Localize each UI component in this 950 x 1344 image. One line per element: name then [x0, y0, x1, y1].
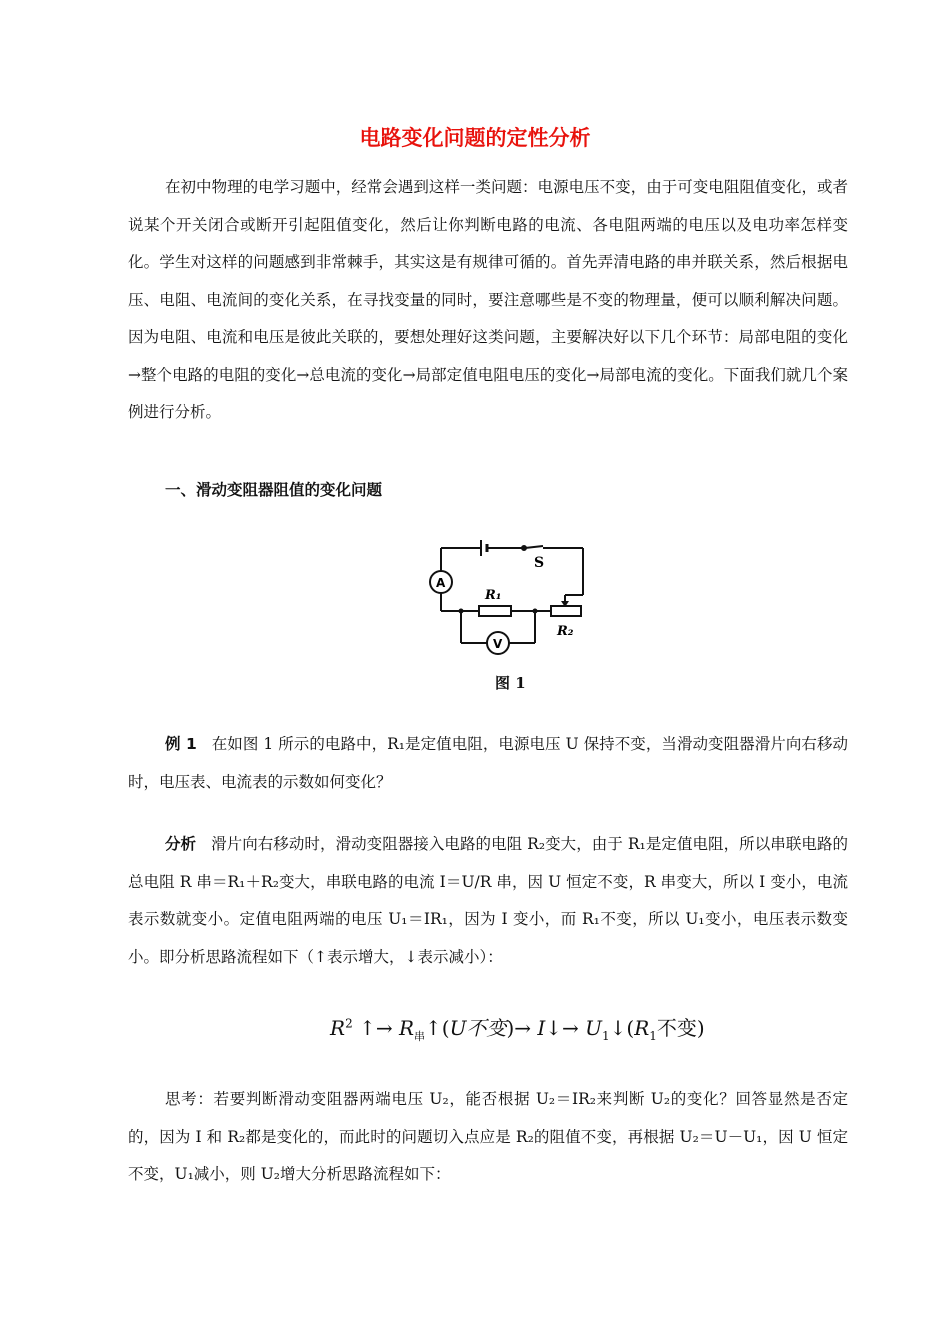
- example-paragraph: [128, 726, 848, 801]
- example-text: 在如图 1 所示的电路中，R₁是定值电阻，电源电压 U 保持不变，当滑动变阻器滑片向右移动时，电压表、电流表的示数如何变化？: [128, 735, 848, 791]
- r1-label: R₁: [485, 588, 502, 603]
- formula-r1-const: 不变: [656, 1016, 697, 1040]
- analysis-paragraph: [128, 826, 848, 976]
- formula-i: I: [537, 1016, 546, 1040]
- switch-blade: [525, 546, 543, 548]
- formula-r1: R: [634, 1016, 650, 1040]
- analysis-label: 分析: [165, 835, 197, 853]
- formula-r1-sub: 1: [649, 1029, 657, 1043]
- formula-chuan: 串: [414, 1030, 425, 1043]
- formula-r-chuan: R: [398, 1016, 414, 1040]
- formula-flow-1: $R^2$ ↑→ $R_串↑(U$不变)→ I↓→ $U_1↓(R_1$不变): [330, 1016, 705, 1043]
- example-label: 例 1: [165, 735, 197, 753]
- formula-r: R: [330, 1016, 346, 1040]
- circuit-diagram: [425, 535, 595, 660]
- r2-body: [551, 606, 581, 616]
- formula-u-const: U不变: [449, 1016, 507, 1040]
- node-right: [533, 609, 538, 614]
- r1-body: [479, 606, 511, 616]
- analysis-text: 滑片向右移动时，滑动变阻器接入电路的电阻 R₂变大，由于 R₁是定值电阻，所以串联电路的总电阻 R 串＝R₁＋R₂变大，串联电路的电流 I＝U/R 串，因 U 恒定不变，R 串变大，所以 I 变小，电流表示数就变小。定值电阻两端的电压 U₁＝IR₁，因为 I 变小，而 R₁不变，所以 U₁变小，电压表示数变小。即分析思路流程如下（↑表示增大，↓表示减小）：: [128, 835, 849, 966]
- switch-label: S: [534, 555, 545, 571]
- node-left: [459, 609, 464, 614]
- ammeter-label: A: [436, 576, 446, 590]
- formula-u1-sub: 1: [602, 1029, 610, 1043]
- document-title: 电路变化问题的定性分析: [359, 126, 591, 150]
- intro-paragraph: 在初中物理的电学习题中，经常会遇到这样一类问题：电源电压不变，由于可变电阻阻值变化，或者说某个开关闭合或断开引起阻值变化，然后让你判断电路的电流、各电阻两端的电压以及电功率怎样变化。学生对这样的问题感到非常棘手，其实这是有规律可循的。首先弄清电路的串并联关系，然后根据电压、电阻、电流间的变化关系，在寻找变量的同时，要注意哪些是不变的物理量，便可以顺利解决问题。因为电阻、电流和电压是彼此关联的，要想处理好这类问题，主要解决好以下几个环节：局部电阻的变化→整个电路的电阻的变化→总电流的变化→局部定值电阻电压的变化→局部电流的变化。下面我们就几个案例进行分析。: [128, 178, 848, 421]
- formula-r-sup: 2: [345, 1016, 353, 1031]
- formula-u1: U: [585, 1016, 602, 1040]
- thinking-paragraph: 思考：若要判断滑动变阻器两端电压 U₂，能否根据 U₂＝IR₂来判断 U₂的变化？回答显然是否定的，因为 I 和 R₂都是变化的，而此时的问题切入点应是 R₂的阻值不变，再根据 U₂＝U－U₁，因 U 恒定不变，U₁减小，则 U₂增大分析思路流程如下：: [128, 1090, 848, 1183]
- figure-caption: 图 1: [495, 674, 526, 692]
- r2-label: R₂: [557, 624, 574, 639]
- voltmeter-label: V: [493, 637, 503, 651]
- section-heading: 一、滑动变阻器阻值的变化问题: [165, 481, 383, 499]
